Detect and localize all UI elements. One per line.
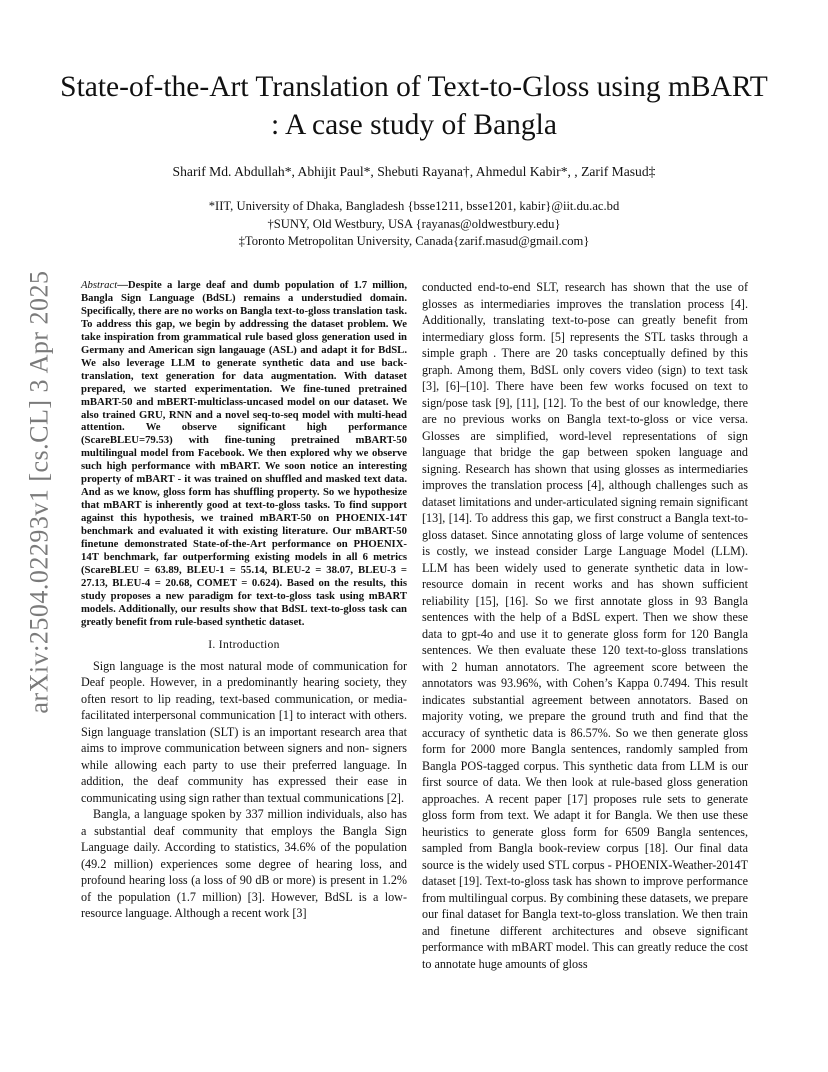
- affiliation-line: †SUNY, Old Westbury, USA {rayanas@oldwestbury.edu}: [267, 216, 561, 231]
- paper-title: State-of-the-Art Translation of Text-to-Gloss using mBART : A case study of Bangla: [60, 71, 768, 141]
- affiliation-line: *IIT, University of Dhaka, Bangladesh {bsse1211, bsse1201, kabir}@iit.du.ac.bd: [208, 199, 620, 213]
- right-column: [422, 279, 748, 972]
- affiliations: [60, 198, 768, 251]
- abstract: [81, 279, 407, 629]
- abstract-text: —Despite a large deaf and dumb population of 1.7 million, Bangla Sign Language (BdSL) remains a understudied domain. Specifically, there are no works on Bangla text-to-gloss translation task. To address this gap, we begin by addressing the dataset problem. We take inspiration from grammatical rule based gloss generation used in Germany and American sign langauage (ASL) and adapt it for BdSL. We also leverage LLM to generate synthetic data and use back-translation, text generation for data augmentation. With dataset prepared, we started experimentation. We fine-tuned pretrained mBART-50 and mBERT-multiclass-uncased model on our dataset. We also trained GRU, RNN and a novel seq-to-seq model with multi-head attention. We observe significant high performance (ScareBLEU=79.53) with fine-tuning pretrained mBART-50 multilingual model from Facebook. We then explored why we observe such high performance with mBART. We soon notice an interesting property of mBART - it was trained on shuffled and masked text data. And as we know, gloss form has shuffling property. So we hypothesize that mBART is inherently good at text-to-gloss tasks. To find support against this hypothesis, we trained mBART-50 on PHOENIX-14T benchmark and evaluated it with existing literature. Our mBART-50 finetune demonstrated State-of-the-Art performance on PHOENIX-14T benchmark, far outperforming existing models in all 6 metrics (ScareBLEU = 63.89, BLEU-1 = 55.14, BLEU-2 = 38.07, BLEU-3 = 27.13, BLEU-4 = 20.68, COMET = 0.624). Based on the results, this study proposes a new paradigm for text-to-gloss task using mBART models. Additionally, our results show that BdSL text-to-gloss task can greatly benefit from rule-based synthetic dataset.: [81, 279, 407, 628]
- body-paragraph: Bangla, a language spoken by 337 million individuals, also has a substantial deaf community that employs the Bangla Sign Language daily. According to statistics, 34.6% of the population (49.2 million) experiences some degree of hearing loss, and profound hearing loss (a loss of 90 dB or more) is present in 1.2% of the population (1.7 million) [3]. However, BdSL is a low-resource language. Although a recent work [3]: [81, 807, 407, 921]
- arxiv-sidebar-stamp: [22, 270, 58, 714]
- arxiv-id-label: arXiv:2504.02293v1 [cs.CL] 3 Apr 2025: [25, 270, 54, 714]
- left-column: [81, 279, 407, 922]
- abstract-lead: Abstract: [81, 279, 118, 291]
- author-list: Sharif Md. Abdullah*, Abhijit Paul*, Shebuti Rayana†, Ahmedul Kabir*, , Zarif Masud‡: [172, 164, 656, 179]
- body-paragraph: conducted end-to-end SLT, research has shown that the use of glosses as intermediaries improves the translation process [4]. Additionally, translating text-to-pose can greatly benefit from intermediary gloss form. [5] represents the STL tasks through a simple graph . There are 20 tasks conceptually defined by this graph. Among them, BdSL only covers video (sign) to text task [3], [6]–[10]. There have been few works focused on text to sign/pose task [9], [11], [12]. To the best of our knowledge, there are no previous works on Bangla text-to-gloss or vice versa. Glosses are simplified, word-level representations of sign language that bridge the gap between spoken language and signing. Research has shown that using glosses as intermediaries improves the translation process [4], although challenges such as dataset limitations and under-articulated signing remain significant [13], [14]. To address this gap, we first construct a Bangla text-to-gloss dataset. Since annotating gloss of large volume of sentences is costly, we instead consider Large Language Model (LLM). LLM has been widely used to generate synthetic data in low-resource domain in recent works and has shown sufficient reliability [15], [16]. So we first annotate gloss in 93 Bangla sentences with the help of a BdSL expert. Then we show these data to gpt-4o and use it to generate gloss form for 120 Bangla sentences. We then evaluate these 120 text-to-gloss translations with 2 human annotators. The agreement score between the annotators was 93.96%, with Cohen’s Kappa 0.7494. This result indicates substantial agreement between annotators. Based on majority voting, we prepare the ground truth and find that the accuracy of synthetic data is 86.57%. So we then generate gloss form for 2000 more Bangla sentences, randomly sampled from Bangla POS-tagged corpus. This synthetic data from LLM is our first source of data. We then look at rule-based gloss generation approaches. A recent paper [17] proposes rule sets to generate gloss form from text. We adapt it for Bangla. We then use these heuristics to generate gloss form for 6509 Bangla sentences, sampled from Bangla book-review corpus [18]. Our final data source is the widely used STL corpus - PHOENIX-Weather-2014T dataset [19]. Text-to-gloss task has shown to improve performance from multilingual corpus. By combining these datasets, we prepare our final dataset for Bangla text-to-gloss translation. We then train and finetune different architectures and obseve significant performance with mBART model. This can greatly reduce the cost to annotate huge amounts of gloss: [422, 280, 748, 971]
- affiliation-line: ‡Toronto Metropolitan University, Canada{zarif.masud@gmail.com}: [238, 234, 590, 248]
- body-paragraph: Sign language is the most natural mode of communication for Deaf people. However, in a predominantly hearing society, they often resort to lip reading, text-based communication, or media-facilitated interpersonal communication [1] to interact with others. Sign language translation (SLT) is an important research area that aims to improve communication between signers and non- signers while allowing each party to use their preferred language. In addition, the deaf community has expressed their ease in communicating using sign rather than textual communications [2].: [81, 658, 407, 805]
- section-heading: I. Introduction: [208, 637, 280, 651]
